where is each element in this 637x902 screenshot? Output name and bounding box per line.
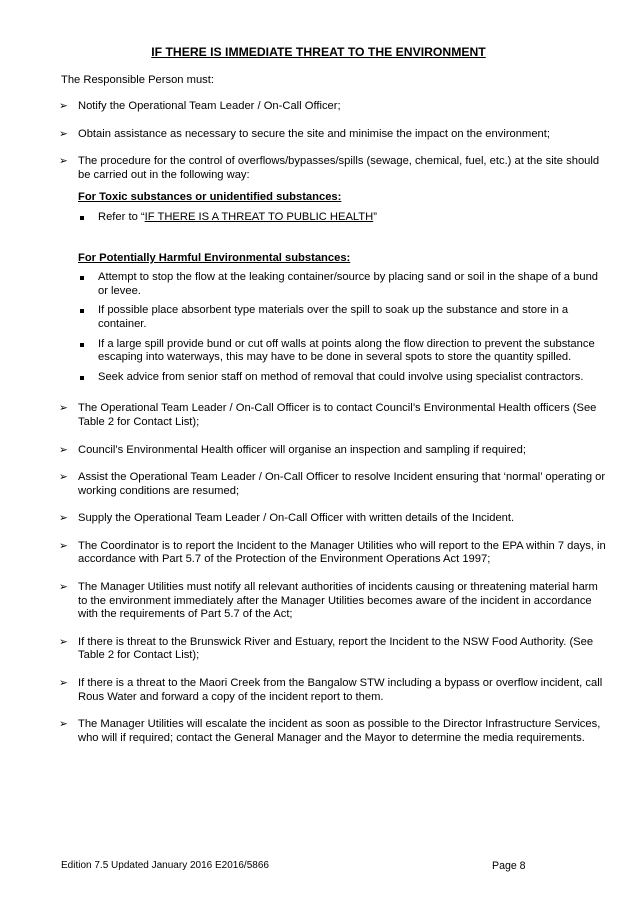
footer-edition: Edition 7.5 Updated January 2016 E2016/5866 <box>61 860 269 871</box>
square-bullet-icon <box>80 216 84 220</box>
list-item: ➢ If there is a threat to the Maori Creek from the Bangalow STW including a bypass or overflow incident, call Rous Water and forward a copy of the incident report to them. <box>59 677 603 703</box>
instruction-list <box>59 100 607 759</box>
list-item: Refer to “IF THERE IS A THREAT TO PUBLIC HEALTH” <box>78 211 607 225</box>
square-bullet-icon <box>80 343 84 347</box>
list-item: Seek advice from senior staff on method of removal that could involve using specialist contractors. <box>78 371 607 385</box>
list-item: If a large spill provide bund or cut off walls at points along the flow direction to prevent the substance escaping into waterways, this may have to be done in several spots to store the quantity spilled. <box>78 338 607 365</box>
arrow-bullet-icon: ➢ <box>59 402 68 415</box>
public-health-link[interactable]: IF THERE IS A THREAT TO PUBLIC HEALTH <box>144 210 374 223</box>
list-item: ➢ Assist the Operational Team Leader / On-Call Officer to resolve Incident ensuring that ‘normal’ operating or working conditions are resumed; <box>59 471 606 497</box>
arrow-bullet-icon: ➢ <box>59 512 68 525</box>
harmful-substances-heading: For Potentially Harmful Environmental substances: <box>78 251 351 264</box>
arrow-bullet-icon: ➢ <box>59 635 68 648</box>
footer-page-number: Page 8 <box>492 860 526 872</box>
page-title: IF THERE IS IMMEDIATE THREAT TO THE ENVIRONMENT <box>151 45 486 59</box>
square-bullet-icon <box>80 276 84 280</box>
list-item: ➢ Supply the Operational Team Leader / On-Call Officer with written details of the Incident. <box>59 512 515 525</box>
arrow-bullet-icon: ➢ <box>59 155 68 168</box>
list-item: If possible place absorbent type materials over the spill to soak up the substance and store in a container. <box>78 304 607 331</box>
arrow-bullet-icon: ➢ <box>59 539 68 552</box>
arrow-bullet-icon: ➢ <box>59 443 68 456</box>
arrow-bullet-icon: ➢ <box>59 471 68 484</box>
toxic-substances-list <box>78 211 607 225</box>
list-item: ➢ The Coordinator is to report the Incident to the Manager Utilities who will report to the EPA within 7 days, in accordance with Part 5.7 of the Protection of the Environment Operations Act 1997; <box>59 539 606 566</box>
square-bullet-icon <box>80 309 84 313</box>
list-item: ➢ Council’s Environmental Health officer will organise an inspection and sampling if required; <box>59 443 526 456</box>
list-item: Attempt to stop the flow at the leaking container/source by placing sand or soil in the shape of a bund or levee. <box>78 271 607 298</box>
list-item: ➢ The procedure for the control of overflows/bypasses/spills (sewage, chemical, fuel, etc.) at the site should be carried out in the following way: For Toxic substances or unidentified substances: Refer to “IF THERE IS A THREAT TO PUBLIC HEALTH” For Potentially Harmful Environmental substances: Attempt to stop the flow at the leaking container/source by placing sand or soil in the shape of a bund or levee. If possible place absorbent type materials over the spill to soak up the substance and store in a container. If a large spill provide bund or cut off walls at points along the flow direction to prevent the substance escaping into waterways, this may have to be done in several spots to store the quantity spilled. Seek advice from senior staff on method of removal that could involve using specialist contractors. <box>59 155 607 384</box>
arrow-bullet-icon: ➢ <box>59 677 68 690</box>
arrow-bullet-icon: ➢ <box>59 581 68 594</box>
intro-text: The Responsible Person must: <box>61 74 214 86</box>
toxic-substances-heading: For Toxic substances or unidentified substances: <box>78 191 342 204</box>
arrow-bullet-icon: ➢ <box>59 100 68 112</box>
list-item: ➢ The Manager Utilities will escalate the incident as soon as possible to the Director Infrastructure Services, who will if required; contact the General Manager and the Mayor to determine the media requirements. <box>59 718 601 744</box>
list-item: ➢ Notify the Operational Team Leader / On-Call Officer; <box>59 100 341 112</box>
arrow-bullet-icon: ➢ <box>59 127 68 140</box>
list-item: ➢ The Operational Team Leader / On-Call Officer is to contact Council’s Environmental Health officers (See Table 2 for Contact List); <box>59 402 597 428</box>
square-bullet-icon <box>80 376 84 380</box>
arrow-bullet-icon: ➢ <box>59 718 68 731</box>
harmful-substances-list <box>78 271 607 384</box>
list-item: ➢ If there is threat to the Brunswick River and Estuary, report the Incident to the NSW Food Authority. (See Table 2 for Contact List); <box>59 635 594 662</box>
list-item: ➢ Obtain assistance as necessary to secure the site and minimise the impact on the environment; <box>59 127 550 140</box>
list-item: ➢ The Manager Utilities must notify all relevant authorities of incidents causing or threatening material harm to the environment immediately after the Manager Utilities becomes aware of the incident in accordance with the requirements of Part 5.7 of the Act; <box>59 581 598 621</box>
